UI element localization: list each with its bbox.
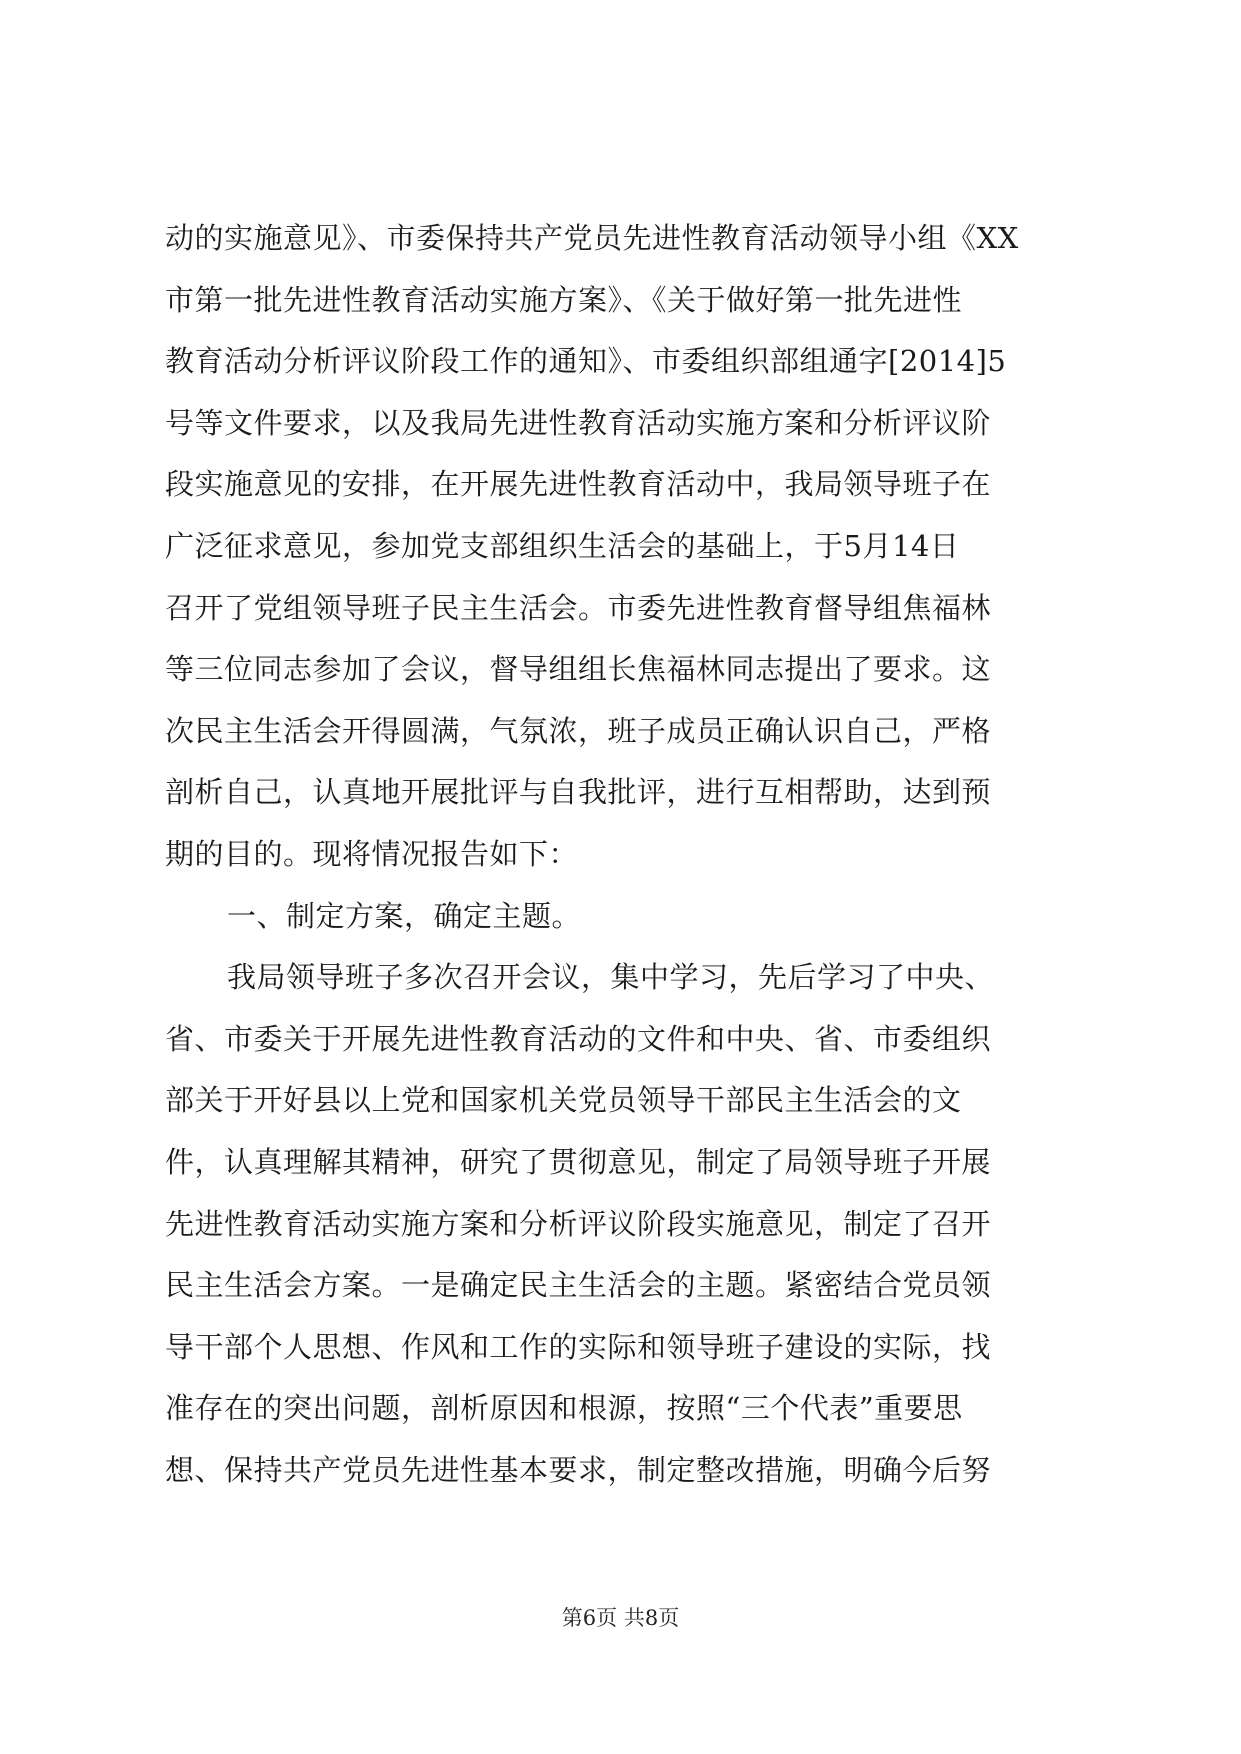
text-line: 先进性教育活动实施方案和分析评议阶段实施意见，制定了召开	[165, 1206, 992, 1241]
text-line: 次民主生活会开得圆满，气氛浓，班子成员正确认识自己，严格	[165, 713, 992, 748]
text-line: 市第一批先进性教育活动实施方案》、《关于做好第一批先进性	[165, 282, 963, 317]
text-line: 动的实施意见》、市委保持共产党员先进性教育活动领导小组《XX	[165, 221, 1019, 255]
text-line: 段实施意见的安排，在开展先进性教育活动中，我局领导班子在	[165, 467, 992, 502]
text-line: 准存在的突出问题，剖析原因和根源，按照“三个代表”重要思	[165, 1391, 963, 1426]
text-line: 部关于开好县以上党和国家机关党员领导干部民主生活会的文	[165, 1083, 962, 1118]
text-line: 教育活动分析评议阶段工作的通知》、市委组织部组通字[2014]5	[165, 344, 1007, 379]
paragraph-first-line: 我局领导班子多次召开会议，集中学习，先后学习了中央、	[227, 960, 995, 995]
page-number: 第6页 共8页	[561, 1606, 680, 1630]
text-line: 召开了党组领导班子民主生活会。市委先进性教育督导组焦福林	[165, 590, 992, 625]
text-line: 民主生活会方案。一是确定民主生活会的主题。紧密结合党员领	[165, 1268, 992, 1303]
text-line: 想、保持共产党员先进性基本要求，制定整改措施，明确今后努	[165, 1452, 992, 1487]
text-line: 导干部个人思想、作风和工作的实际和领导班子建设的实际，找	[165, 1329, 992, 1364]
text-line: 广泛征求意见，参加党支部组织生活会的基础上，于5月14日	[165, 528, 960, 563]
section-heading: 一、制定方案，确定主题。	[227, 898, 582, 933]
document-body	[165, 208, 1085, 1501]
text-line: 号等文件要求，以及我局先进性教育活动实施方案和分析评议阶	[165, 405, 992, 440]
text-line: 等三位同志参加了会议，督导组组长焦福林同志提出了要求。这	[165, 652, 992, 687]
text-line: 省、市委关于开展先进性教育活动的文件和中央、省、市委组织	[165, 1021, 992, 1056]
text-line: 剖析自己，认真地开展批评与自我批评，进行互相帮助，达到预	[165, 775, 992, 810]
text-line: 期的目的。现将情况报告如下：	[165, 836, 579, 871]
text-line: 件，认真理解其精神，研究了贯彻意见，制定了局领导班子开展	[165, 1144, 992, 1179]
